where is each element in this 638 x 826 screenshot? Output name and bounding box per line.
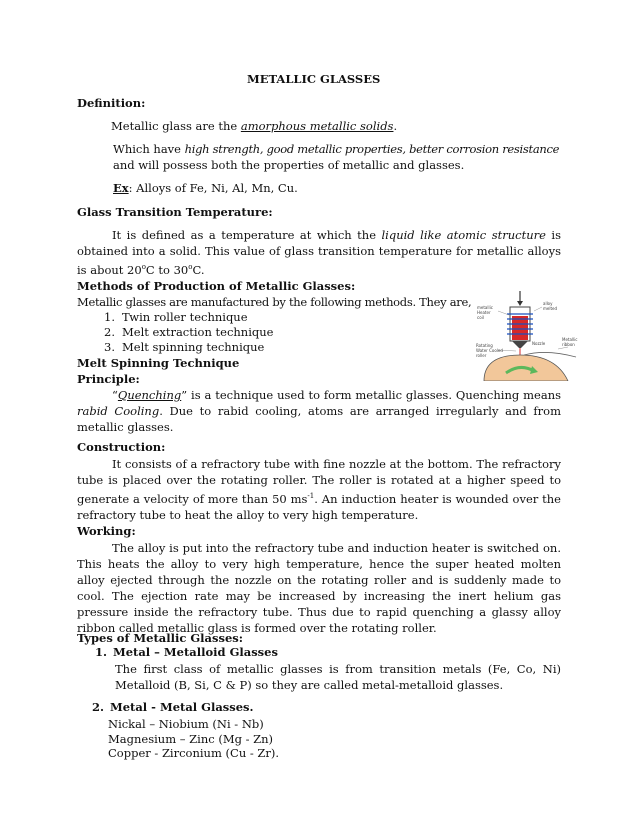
figure-label: Rotating [476, 343, 493, 348]
type2-title: 2. Metal - Metal Glasses. [92, 700, 254, 714]
methods-heading: Methods of Production of Metallic Glasses: [77, 279, 356, 293]
transition-paragraph: It is defined as a temperature at which the liquid like atomic structure is obtained into a solid. This value of glass transition temperature for metallic alloys is about 20$^o$C to 30$^o$C. [77, 228, 561, 277]
methods-list [104, 310, 273, 355]
types-heading: Types of Metallic Glasses: [77, 631, 243, 645]
construction-heading: Construction: [77, 440, 166, 454]
definition-heading: Definition: [77, 96, 146, 110]
melt-spinning-diagram [476, 289, 588, 381]
principle-heading: Principle: [77, 372, 140, 386]
type1-text: The first class of metallic glasses is from transition metals (Fe, Co, Ni) Metalloid (B, Si, C & P) so they are called metal-metalloid glasses. [115, 662, 561, 692]
figure-label: alloy [543, 301, 553, 306]
type2-item: Magnesium – Zinc (Mg - Zn) [108, 732, 274, 746]
working-paragraph: The alloy is put into the refractory tube and induction heater is switched on. This heats the alloy to very high temperature, hence the super heated molten alloy ejected through the nozzle on the rotating roller and is suddenly made to cool. The ejection rate may be increased by increasing the inert helium gas pressure inside the refractory tube. Thus due to rapid quenching a glassy alloy ribbon called metallic glass is formed over the rotating roller. [77, 541, 561, 635]
figure-label: roller [476, 353, 487, 358]
figure-label: metallic [477, 305, 493, 310]
figure-label: Nozzle [532, 341, 546, 346]
definition-line2: Which have high strength, good metallic properties, better corrosion resistance [113, 142, 560, 156]
definition-link: amorphous metallic solids [240, 119, 394, 133]
type1-title: 1. Metal – Metalloid Glasses [95, 645, 278, 659]
definition-line1: Metallic glass are the amorphous metallic solids. [111, 119, 398, 133]
type2-item: Copper - Zirconium (Cu - Zr). [108, 746, 280, 760]
figure-label: ribbon [562, 342, 575, 347]
list-item: 2. Melt extraction technique [104, 325, 274, 339]
figure-label: melted [543, 306, 558, 311]
definition-line3: and will possess both the properties of metallic and glasses. [113, 158, 465, 172]
page-title: METALLIC GLASSES [247, 72, 381, 86]
figure-label: Metallic [562, 337, 578, 342]
list-item: 1. Twin roller technique [104, 310, 248, 324]
construction-paragraph: It consists of a refractory tube with fine nozzle at the bottom. The refractory tube is placed over the rotating roller. The roller is rotated at a higher speed to generate a velocity of more than 50 $ms^{-1}$. An induction heater is wounded over the refractory tube to heat the alloy to very high temperature. [77, 457, 561, 522]
figure-label: Water Cooled [476, 348, 503, 353]
figure-label: coil [477, 315, 484, 320]
type2-item: Nickal – Niobium (Ni - Nb) [108, 717, 264, 731]
transition-heading: Glass Transition Temperature: [77, 205, 273, 219]
methods-intro: Metallic glasses are manufactured by the following methods. They are, [77, 295, 472, 309]
principle-paragraph: “Quenching” is a technique used to form metallic glasses. Quenching means rabid Cooling. Due to rabid cooling, atoms are arranged irregularly and from metallic glasses. [77, 388, 561, 434]
figure-label: Heater [477, 310, 491, 315]
melt-spinning-heading: Melt Spinning Technique [77, 356, 240, 370]
definition-example: Ex: Alloys of Fe, Ni, Al, Mn, Cu. [113, 181, 298, 195]
working-heading: Working: [77, 524, 136, 538]
list-item: 3. Melt spinning technique [104, 340, 265, 354]
